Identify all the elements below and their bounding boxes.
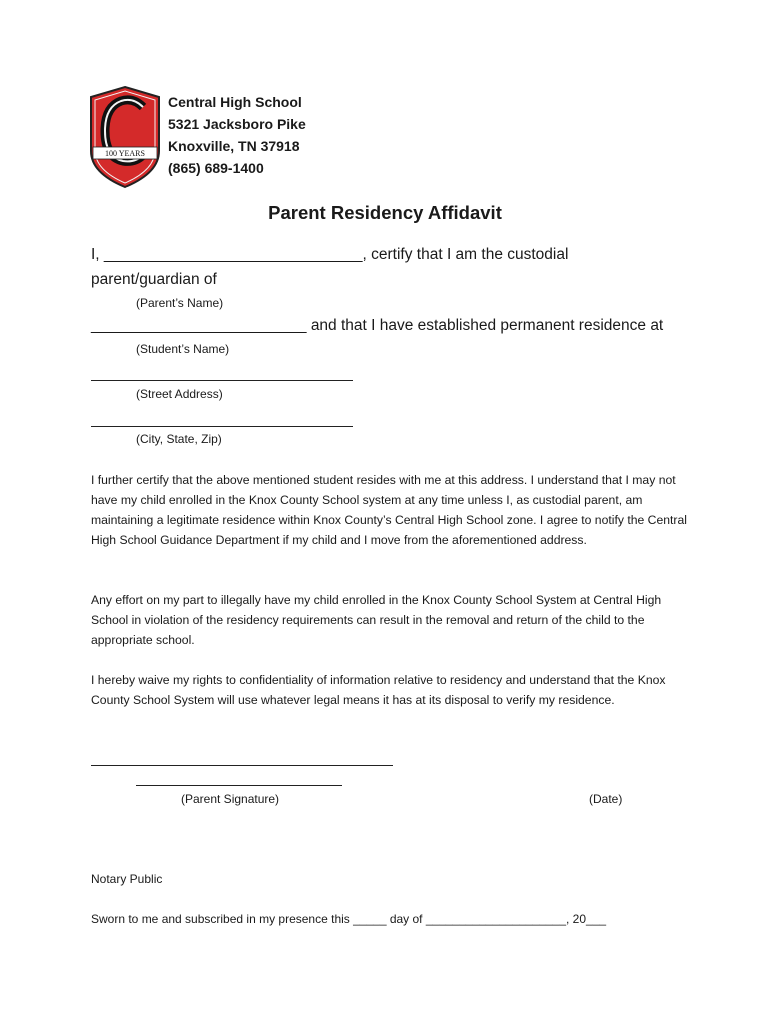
certify-line-1: I, ______________________________, certify that I am the custodial bbox=[91, 246, 569, 263]
certify-line-3: _________________________ and that I have established permanent residence at bbox=[91, 317, 664, 334]
svg-text:100 YEARS: 100 YEARS bbox=[105, 149, 145, 158]
street-address-line[interactable] bbox=[91, 380, 353, 381]
parent-signature-label: (Parent Signature) bbox=[181, 792, 280, 806]
signature-line-lower[interactable] bbox=[136, 785, 342, 786]
parent-name-label: (Parent’s Name) bbox=[136, 296, 224, 310]
sworn-line: Sworn to me and subscribed in my presence this _____ day of _____________________, 20___ bbox=[91, 912, 607, 926]
street-address-label: (Street Address) bbox=[136, 387, 223, 401]
city-state-zip-label: (City, State, Zip) bbox=[136, 432, 222, 446]
school-city-state-zip: Knoxville, TN 37918 bbox=[168, 138, 300, 154]
paragraph-2-text: Any effort on my part to illegally have my child enrolled in the Knox County School System at Central High School in violation of the residency requirements can result in the removal and return of the child to the appropriate school. bbox=[91, 593, 662, 647]
school-phone: (865) 689-1400 bbox=[168, 160, 264, 176]
school-street: 5321 Jacksboro Pike bbox=[168, 116, 306, 132]
signature-line-upper[interactable] bbox=[91, 765, 393, 766]
student-name-label: (Student’s Name) bbox=[136, 342, 230, 356]
paragraph-violation bbox=[91, 590, 691, 650]
certify-line-2: parent/guardian of bbox=[91, 271, 217, 288]
paragraph-certify-residence bbox=[91, 470, 691, 550]
paragraph-waiver bbox=[91, 670, 691, 710]
paragraph-3-text: I hereby waive my rights to confidentiality of information relative to residency and understand that the Knox County School System will use whatever legal means it has at its disposal to verify my residence. bbox=[91, 673, 666, 707]
date-label: (Date) bbox=[589, 792, 623, 806]
notary-public-title: Notary Public bbox=[91, 872, 163, 886]
city-state-zip-line[interactable] bbox=[91, 426, 353, 427]
page-title: Parent Residency Affidavit bbox=[268, 202, 502, 223]
school-name: Central High School bbox=[168, 94, 302, 110]
school-crest-logo bbox=[89, 85, 161, 189]
paragraph-1-text: I further certify that the above mentioned student resides with me at this address. I understand that I may not have my child enrolled in the Knox County School system at any time unless I, as custodial parent, am maintaining a legitimate residence within Knox County’s Central High School zone. I agree to notify the Central High School Guidance Department if my child and I move from the aforementioned address. bbox=[91, 473, 687, 547]
